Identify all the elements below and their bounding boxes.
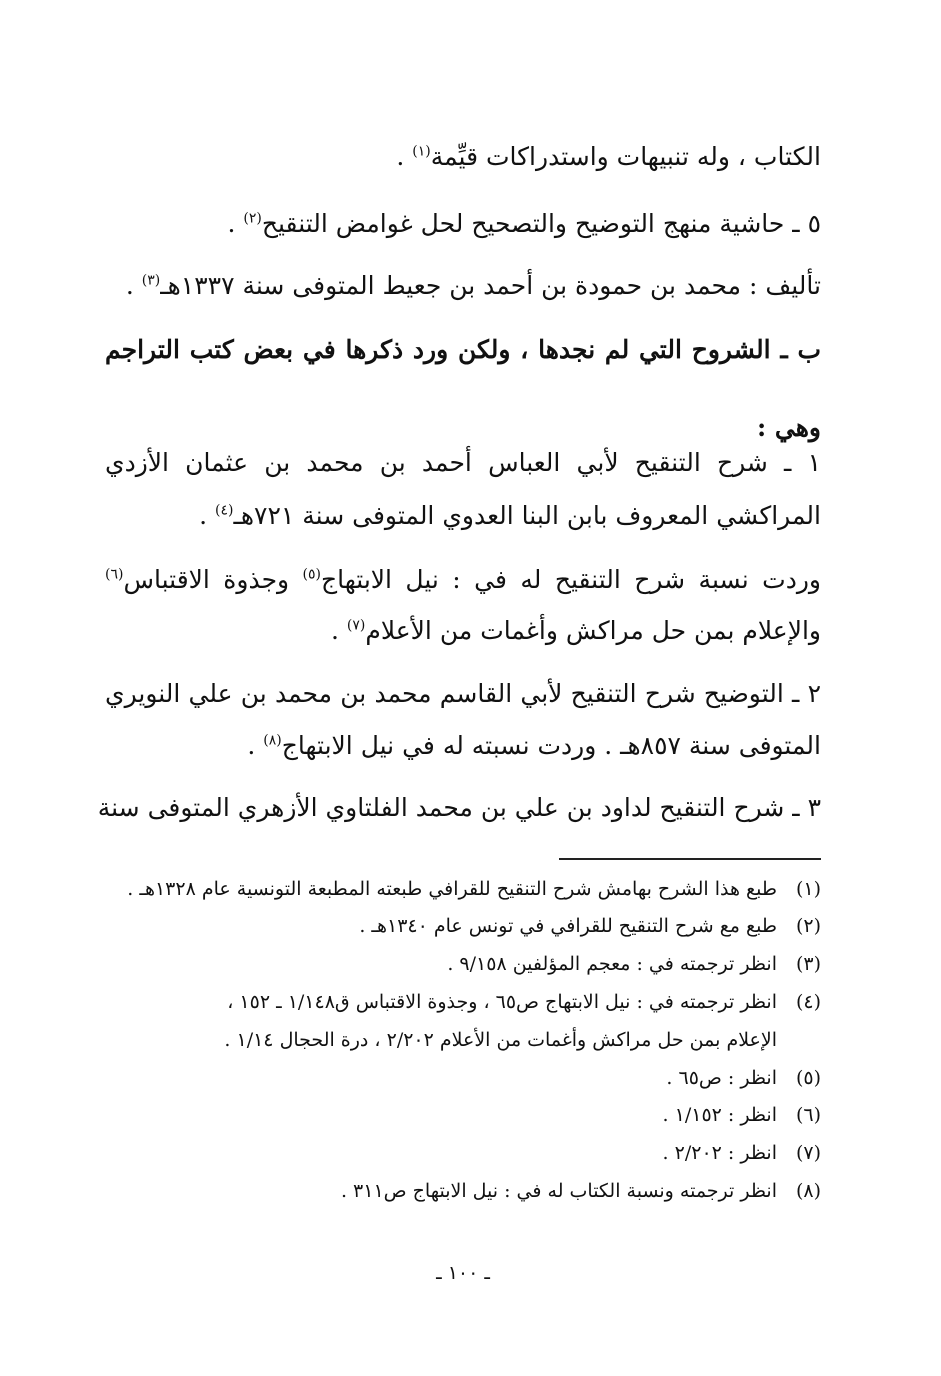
body-line-item3: ٣ ـ شرح التنقيح لداود بن علي بن محمد الفلتاوي الأزهري المتوفى سنة — [97, 793, 821, 822]
footnote-text: طبع هذا الشرح بهامش شرح التنقيح للقرافي طبعته المطبعة التونسية عام ١٣٢٨هـ . — [127, 878, 777, 900]
footnote-1 — [105, 875, 821, 903]
footnote-text: انظر : ٢/٢٠٢ . — [662, 1142, 777, 1164]
footnote-2 — [105, 912, 821, 940]
body-line-item2: ٢ ـ التوضيح شرح التنقيح لأبي القاسم محمد بن محمد بن علي النويري — [105, 679, 821, 708]
body-line-attribution: وردت نسبة شرح التنقيح له في : نيل الابتهاج$^{(٥)}$ وجذوة الاقتباس$^{(٦)}$ — [105, 565, 821, 594]
footnote-8 — [105, 1177, 821, 1205]
footnote-number: (٣) — [795, 953, 821, 975]
footnote-text: انظر ترجمته في : معجم المؤلفين ٩/١٥٨ . — [447, 953, 777, 975]
footnote-4 — [105, 988, 821, 1016]
footnote-text: انظر : ص٦٥ . — [666, 1067, 777, 1089]
footnote-number: (٧) — [795, 1142, 821, 1164]
body-line-2: ٥ ـ حاشية منهج التوضيح والتصحيح لحل غوامض التنقيح$^{(٢)}$ . — [227, 209, 821, 238]
footnote-number: (٨) — [795, 1180, 821, 1202]
footnote-number: (٦) — [795, 1104, 821, 1126]
footnote-6 — [105, 1101, 821, 1129]
footnote-number: (٥) — [795, 1067, 821, 1089]
footnote-4-continuation: الإعلام بمن حل مراكش وأغمات من الأعلام ٢/٢٠٢ ، درة الحجال ١/١٤ . — [224, 1029, 777, 1051]
footnote-number: (٤) — [795, 991, 821, 1013]
body-line-item1: ١ ـ شرح التنقيح لأبي العباس أحمد بن محمد بن عثمان الأزدي — [105, 448, 821, 477]
footnote-ref-8: (٨) — [263, 732, 282, 749]
footnote-ref-4: (٤) — [215, 502, 234, 519]
body-line-1: الكتاب ، وله تنبيهات واستدراكات قيِّمة$^{(١)}$ . — [396, 142, 821, 171]
footnote-ref-7: (٧) — [346, 617, 366, 634]
body-line-item1-cont: المراكشي المعروف بابن البنا العدوي المتوفى سنة ٧٢١هـ$^{(٤)}$ . — [199, 501, 821, 530]
body-line-attribution-cont: والإعلام بمن حل مراكش وأغمات من الأعلام$^{(٧)}$ . — [330, 616, 821, 645]
section-heading-b: ب ـ الشروح التي لم نجدها ، ولكن ورد ذكرها في بعض كتب التراجم — [105, 335, 821, 364]
body-line-3: تأليف : محمد بن حمودة بن أحمد بن جعيط المتوفى سنة ١٣٣٧هـ$^{(٣)}$ . — [125, 271, 821, 300]
document-page — [97, 0, 821, 1376]
footnote-text: انظر ترجمته في : نيل الابتهاج ص٦٥ ، وجذوة الاقتباس ق١/١٤٨ ـ ١٥٢ ، — [227, 991, 777, 1013]
footnote-divider — [559, 858, 821, 860]
footnote-text: انظر : ١/١٥٢ . — [662, 1104, 777, 1126]
footnote-text: انظر ترجمته ونسبة الكتاب له في : نيل الابتهاج ص٣١١ . — [340, 1180, 777, 1202]
footnote-3 — [105, 950, 821, 978]
footnote-ref-3: (٣) — [141, 272, 161, 289]
footnote-5 — [105, 1064, 821, 1092]
footnote-ref-2: (٢) — [243, 210, 262, 227]
section-heading-b-cont: وهي : — [756, 413, 821, 442]
footnote-text: طبع مع شرح التنقيح للقرافي في تونس عام ١٣٤٠هـ . — [359, 915, 777, 937]
footnote-ref-5: (٥) — [302, 566, 322, 583]
footnote-number: (٢) — [795, 915, 821, 937]
footnote-7 — [105, 1139, 821, 1167]
page-number: ـ ١٠٠ ـ — [436, 1262, 490, 1284]
footnote-number: (١) — [795, 878, 821, 900]
footnote-ref-1: (١) — [412, 143, 431, 160]
body-line-item2-cont: المتوفى سنة ٨٥٧هـ . وردت نسبته له في نيل الابتهاج$^{(٨)}$ . — [247, 731, 821, 760]
footnote-ref-6: (٦) — [105, 566, 124, 583]
